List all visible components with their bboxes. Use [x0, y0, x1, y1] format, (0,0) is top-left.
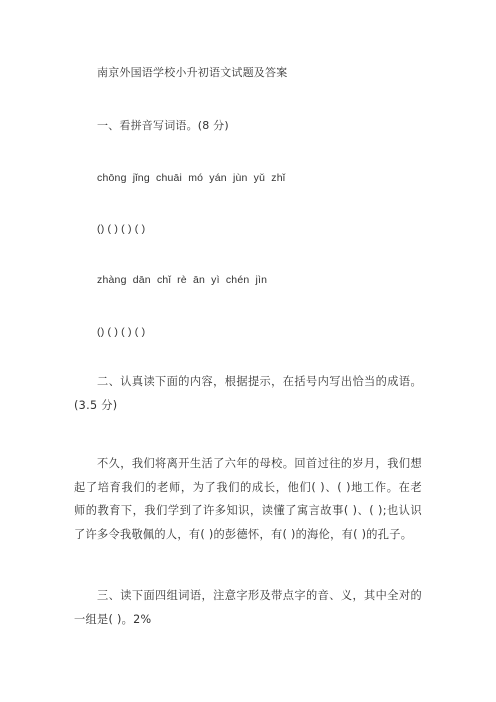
q1-heading: 一、看拼音写词语。(8 分) [97, 119, 229, 132]
q2-passage: 不久，我们将离开生活了六年的母校。回首过往的岁月，我们想起了培育我们的老师，为了我们的成长，他们( )、( )地工作。在老师的教育下，我们学到了许多知识，读懂了寓言故事( )、( );也认识了许多令我敬佩的人，有( )的彭德怀，有( )的海伦，有( )的孔子。 [74, 457, 422, 541]
document-title: 南京外国语学校小升初语文试题及答案 [97, 66, 288, 79]
q3-heading: 三、读下面四组词语，注意字形及带点字的音、义，其中全对的一组是( )。2% [74, 589, 422, 626]
q1-blanks-row-2: () ( ) ( ) ( ) [97, 326, 146, 338]
q1-pinyin-row-2: zhàng dān chǐ rè ān yì chén jìn [97, 274, 268, 286]
q1-pinyin-row-1: chōng jǐng chuāi mó yán jùn yǔ zhǐ [97, 172, 286, 184]
q1-blanks-row-1: () ( ) ( ) ( ) [97, 223, 146, 235]
q2-heading: 二、认真读下面的内容，根据提示，在括号内写出恰当的成语。(3.5 分) [74, 375, 422, 412]
